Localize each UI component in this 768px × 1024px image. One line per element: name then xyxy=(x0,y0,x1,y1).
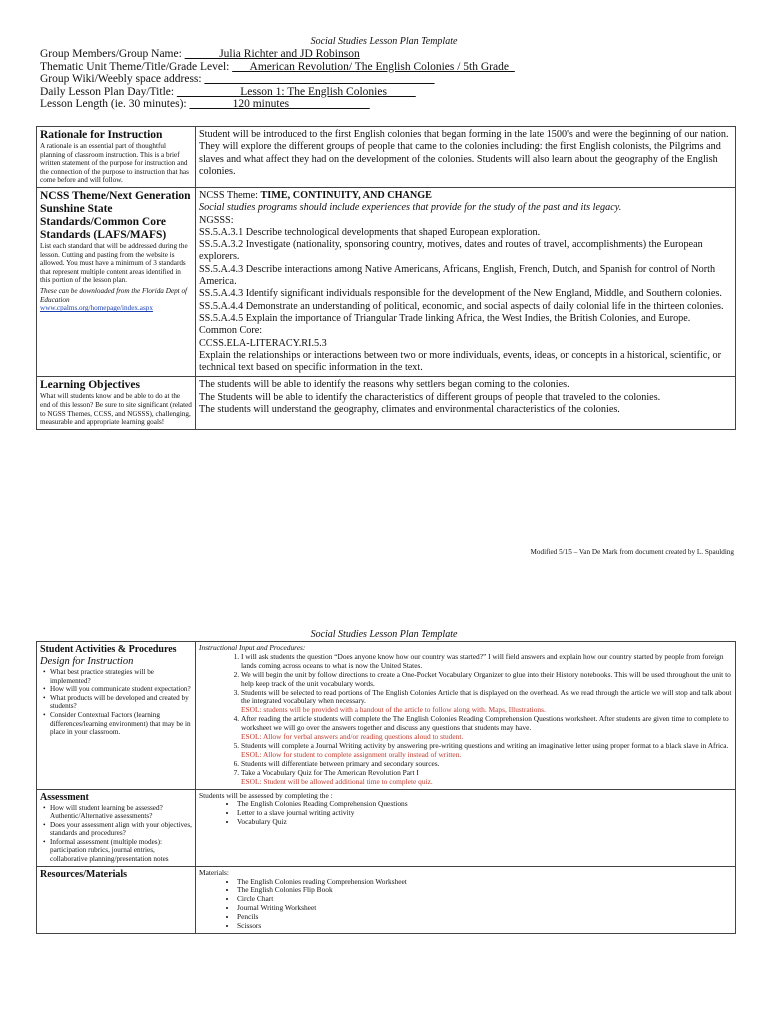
assessment-content xyxy=(196,789,736,866)
step-text: Students will be selected to read portions of The English Colonies Article that is displayed on the overhead. As we read through the article we will stop and talk about the integrated vocabulary when necessary. xyxy=(241,687,732,706)
lesson-header xyxy=(40,48,515,111)
objective-item: The Students will be able to identify the characteristics of different groups of people that traveled to the colonies. xyxy=(199,391,661,403)
standards-label-cell xyxy=(37,187,196,376)
standard-item: SS.5.A.4.3 Identify significant individuals responsible for the development of the New England, Middle, and Southern colonies. xyxy=(199,288,722,300)
standards-title: NCSS Theme/Next Generation Sunshine State Standards/Common Core Standards (LAFS/MAFS) xyxy=(40,189,191,241)
ngsss-label: NGSSS: xyxy=(199,214,234,226)
standards-description: List each standard that will be addressed during the lesson. Cutting and pasting from the website is allowed. You must have a minimum of 3 standards that represent multiple content areas identified in this portion of the lesson plan. xyxy=(40,241,188,285)
assessment-title: Assessment xyxy=(40,791,89,803)
material-item: • Pencils xyxy=(237,913,732,922)
step-text: Take a Vocabulary Quiz for The American Revolution Part I xyxy=(241,767,419,777)
esol-note: ESOL: Student will be allowed additional time to complete quiz. xyxy=(241,776,433,786)
page-title: Social Studies Lesson Plan Template xyxy=(310,36,458,47)
wiki-row xyxy=(40,73,515,86)
objectives-content xyxy=(196,377,736,429)
esol-note: ESOL: Allow for verbal answers and/or reading questions aloud to student. xyxy=(241,732,464,742)
daily-value: ___________Lesson 1: The English Colonies_____ xyxy=(176,85,416,98)
length-row xyxy=(40,98,515,111)
lesson-plan-table-2 xyxy=(36,641,736,934)
rationale-text: Student will be introduced to the first English colonies that began forming in the late 1500's and were the beginning of our nation. They will explore the different groups of people that came to the colonies including: the first English colonists, the Pilgrims and slaves and what affect they had on the development of the colonies. Students will also learn about the geography of the English colonies. xyxy=(199,129,729,177)
common-core-label: Common Core: xyxy=(199,325,263,337)
page-footer: Modified 5/15 – Van De Mark from document created by L. Spaulding xyxy=(530,548,734,556)
assessment-item: • Letter to a slave journal writing activity xyxy=(237,809,732,818)
step-text: I will ask students the question “Does anyone know how our country was started?” I will field answers and explain how our country started by people from foreign lands coming across oceans to what is now the United States. xyxy=(241,651,724,670)
esol-note: ESOL: students will be provided with a handout of the article to follow along with. Maps, Illustrations. xyxy=(241,705,546,715)
material-item: • The English Colonies reading Comprehension Worksheet xyxy=(237,878,732,887)
group-row xyxy=(40,48,515,61)
ncss-theme-label: NCSS Theme: xyxy=(199,189,261,201)
material-item: • Scissors xyxy=(237,922,732,931)
assessment-row xyxy=(37,789,736,866)
cpalms-link[interactable]: www.cpalms.org/homepage/index.aspx xyxy=(40,304,153,313)
resources-title: Resources/Materials xyxy=(40,868,128,880)
materials-label: Materials: xyxy=(199,867,229,877)
group-value: ______Julia Richter and JD Robinson xyxy=(184,48,360,60)
guidance-bullet: • Consider Contextual Factors (learning differences/learning environment) that may be in place in your classroom. xyxy=(50,711,192,737)
assessment-guidance xyxy=(40,804,192,864)
activities-title: Student Activities & Procedures xyxy=(40,644,177,655)
standard-item: SS.5.A.4.4 Demonstrate an understanding of political, economic, and social aspects of daily colonial life in the thirteen colonies. xyxy=(199,300,724,312)
theme-value: ___American Revolution/ The English Colonies / 5th Grade_ xyxy=(232,60,515,73)
assessment-item: • The English Colonies Reading Comprehension Questions xyxy=(237,800,732,809)
material-item: • Journal Writing Worksheet xyxy=(237,904,732,913)
objectives-row xyxy=(37,377,736,429)
objective-item: The students will be able to identify the reasons why settlers began coming to the colonies. xyxy=(199,379,570,391)
standards-content xyxy=(196,187,736,376)
resources-row xyxy=(37,866,736,933)
guidance-bullet: • What best practice strategies will be implemented? xyxy=(50,668,192,685)
rationale-title: Rationale for Instruction xyxy=(40,129,163,141)
theme-row xyxy=(40,61,515,74)
objectives-description: What will students know and be able to do at the end of this lesson? Be sure to site significant (related to NGSS Themes, CCSS, and NGSSS), challenging, measurable and appropriate learning goals! xyxy=(40,392,192,427)
activities-label-cell xyxy=(37,642,196,790)
standard-item: SS.5.A.4.3 Describe interactions among Native Americans, Africans, English, French, Dutch, and Spanish for control of North America. xyxy=(199,263,716,288)
guidance-bullet: • How will student learning be assessed? Authentic/Alternative assessments? xyxy=(50,804,192,821)
step-text: After reading the article students will complete the The English Colonies Reading Comprehension Questions worksheet. After students are given time to complete to worksheet we will go over the answers together and discuss any questions that students may have. xyxy=(241,714,729,733)
group-label: Group Members/Group Name: xyxy=(40,48,185,60)
rationale-row xyxy=(37,127,736,188)
rationale-label-cell xyxy=(37,127,196,188)
objectives-title: Learning Objectives xyxy=(40,379,140,392)
standard-item: SS.5.A.4.5 Explain the importance of Triangular Trade linking Africa, the West Indies, the British Colonies, and Europe. xyxy=(199,312,691,324)
guidance-bullet: • Informal assessment (multiple modes): participation rubrics, journal entries, collaborative planning/presentation notes xyxy=(50,838,192,864)
wiki-label: Group Wiki/Weebly space address: xyxy=(40,73,205,85)
procedure-step xyxy=(241,653,732,671)
activities-row xyxy=(37,642,736,790)
assessment-intro: Students will be assessed by completing the : xyxy=(199,790,333,800)
activities-content xyxy=(196,642,736,790)
daily-row xyxy=(40,86,515,99)
procedure-step xyxy=(241,671,732,689)
guidance-bullet: • Does your assessment align with your objectives, standards and procedures? xyxy=(50,821,192,838)
ncss-theme-value: TIME, CONTINUITY, AND CHANGE xyxy=(260,189,432,201)
step-text: We will begin the unit by follow directions to create a One-Pocket Vocabulary Organizer to glue into their History notebooks. This will be used throughout the unit to help keep track of the unit vocabulary words. xyxy=(241,669,731,688)
length-label: Lesson Length (ie. 30 minutes): xyxy=(40,98,190,110)
resources-label-cell xyxy=(37,866,196,933)
objective-item: The students will understand the geography, climates and environmental characteristics of the colonies. xyxy=(199,404,620,416)
page-gap xyxy=(0,575,768,605)
materials-list xyxy=(199,878,732,931)
objectives-label-cell xyxy=(37,377,196,429)
procedure-step xyxy=(241,689,732,716)
ncss-theme-line xyxy=(199,190,732,202)
assessment-label-cell xyxy=(37,789,196,866)
procedure-step xyxy=(241,769,732,787)
download-note: These can be downloaded from the Florida Dept of Education xyxy=(40,286,188,304)
material-item: • Circle Chart xyxy=(237,895,732,904)
esol-note: ESOL: Allow for student to complete assignment orally instead of written. xyxy=(241,749,462,759)
activities-subtitle: Design for Instruction xyxy=(40,656,134,667)
length-value: __ _____120 minutes______________ xyxy=(189,98,370,110)
material-item: • The English Colonies Flip Book xyxy=(237,886,732,895)
theme-label: Thematic Unit Theme/Title/Grade Level: xyxy=(40,60,233,73)
standards-row xyxy=(37,187,736,376)
resources-content xyxy=(196,866,736,933)
standard-item: SS.5.A.3.1 Describe technological developments that shaped European exploration. xyxy=(199,226,541,238)
guidance-bullet: • How will you communicate student expectation? xyxy=(50,685,192,694)
page-title: Social Studies Lesson Plan Template xyxy=(310,629,458,640)
standard-item: SS.5.A.3.2 Investigate (nationality, sponsoring country, motives, dates and routes of travel, accomplishments) the European explorers. xyxy=(199,239,703,263)
common-core-desc: Explain the relationships or interactions between two or more individuals, events, ideas, or concepts in a historical, scientific, or technical text based on specific information in the text. xyxy=(199,349,721,374)
rationale-description: A rationale is an essential part of thoughtful planning of classroom instruction. This is a brief written statement of the purpose for instruction and the connection of the purpose to instruction that has come before and will follow. xyxy=(40,142,189,185)
guidance-bullet: • What products will be developed and created by students? xyxy=(50,694,192,711)
step-text: Students will differentiate between primary and secondary sources. xyxy=(241,758,440,768)
lesson-plan-table-1 xyxy=(36,126,736,430)
activities-guidance xyxy=(40,668,192,737)
wiki-value: ________________________________________ xyxy=(204,73,435,85)
standards-download-block xyxy=(40,287,192,313)
assessment-list xyxy=(199,800,732,827)
input-heading: Instructional Input and Procedures: xyxy=(199,643,306,652)
procedure-step xyxy=(241,715,732,742)
assessment-item: • Vocabulary Quiz xyxy=(237,818,732,827)
ncss-theme-desc: Social studies programs should include experiences that provide for the study of the past and its legacy. xyxy=(199,202,622,214)
step-text: Students will complete a Journal Writing activity by answering pre-writing questions and writing an imaginative letter using proper format to a black slave in Africa. xyxy=(241,740,729,750)
lesson-plan-page-2 xyxy=(0,605,768,1024)
procedure-list xyxy=(199,653,732,787)
rationale-content xyxy=(196,127,736,188)
procedure-step xyxy=(241,742,732,760)
common-core-code: CCSS.ELA-LITERACY.RI.5.3 xyxy=(199,337,327,349)
daily-label: Daily Lesson Plan Day/Title: xyxy=(40,85,177,98)
